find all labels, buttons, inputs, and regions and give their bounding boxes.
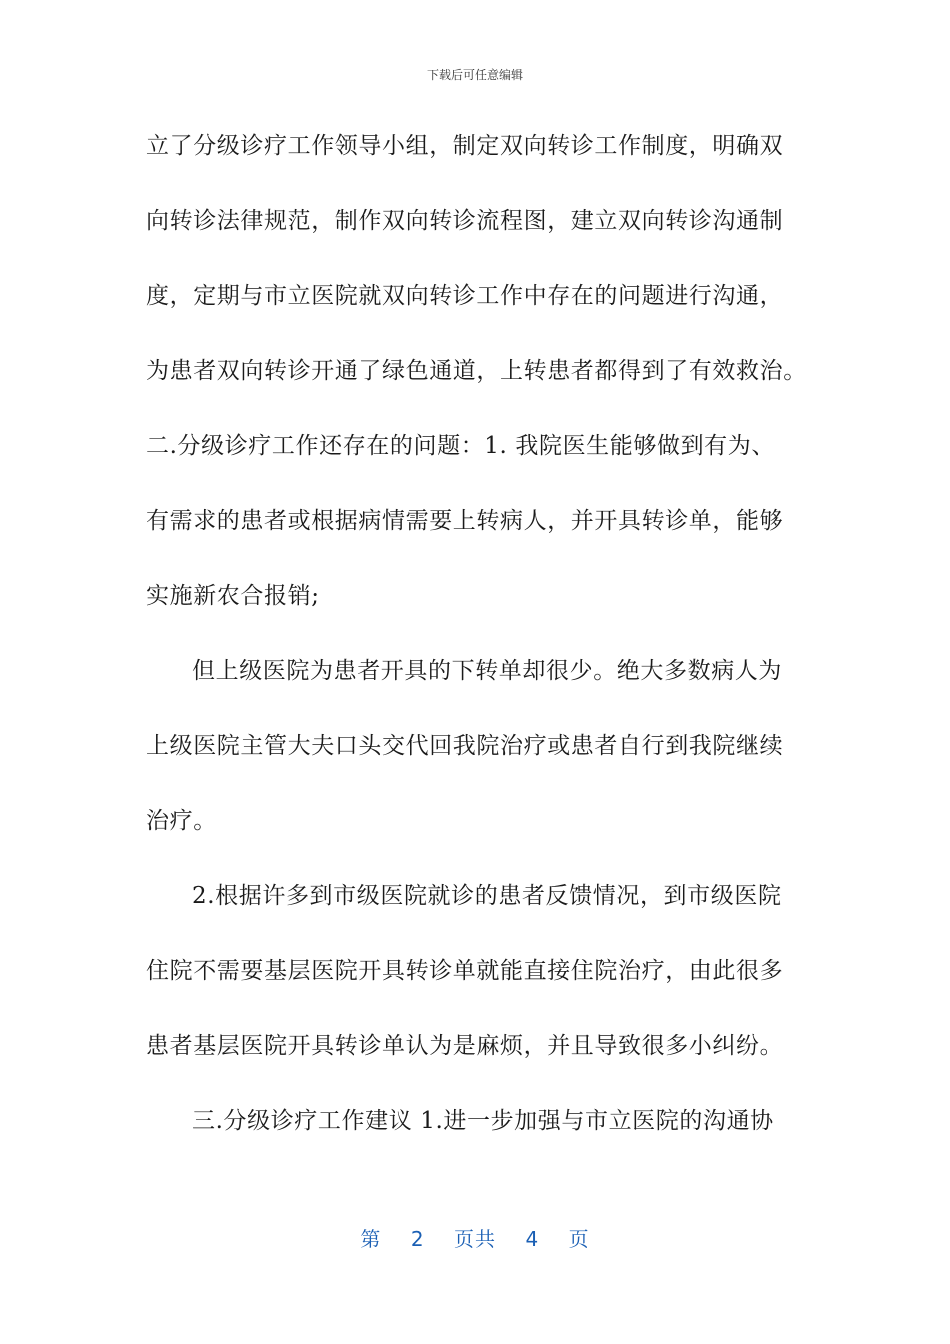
body-line-14: 三.分级诊疗工作建议 1.进一步加强与市立医院的沟通协 (192, 1108, 774, 1134)
page-label-prefix: 第 (360, 1227, 382, 1251)
page-label-middle: 页共 (454, 1227, 496, 1251)
current-page-number: 2 (410, 1227, 425, 1251)
body-line-13: 患者基层医院开具转诊单认为是麻烦，并且导致很多小纠纷。 (146, 1033, 784, 1059)
body-line-12: 住院不需要基层医院开具转诊单就能直接住院治疗，由此很多 (146, 958, 784, 984)
total-pages-number: 4 (525, 1227, 540, 1251)
body-line-2: 向转诊法律规范，制作双向转诊流程图，建立双向转诊沟通制 (146, 208, 784, 234)
page-label-suffix: 页 (568, 1227, 590, 1251)
body-line-4: 为患者双向转诊开通了绿色通道，上转患者都得到了有效救治。 (146, 358, 807, 384)
document-body (146, 124, 816, 1174)
body-line-11: 2.根据许多到市级医院就诊的患者反馈情况，到市级医院 (192, 883, 782, 909)
body-line-6: 有需求的患者或根据病情需要上转病人，并开具转诊单，能够 (146, 508, 784, 534)
body-line-9: 上级医院主管大夫口头交代回我院治疗或患者自行到我院继续 (146, 733, 784, 759)
body-line-5: 二.分级诊疗工作还存在的问题：1. 我院医生能够做到有为、 (146, 433, 775, 459)
body-line-1: 立了分级诊疗工作领导小组，制定双向转诊工作制度，明确双 (146, 133, 784, 159)
page-footer (0, 1226, 950, 1252)
body-line-8: 但上级医院为患者开具的下转单却很少。绝大多数病人为 (192, 658, 782, 684)
body-line-10: 治疗。 (146, 808, 217, 834)
body-line-3: 度，定期与市立医院就双向转诊工作中存在的问题进行沟通， (146, 283, 784, 309)
header-note: 下载后可任意编辑 (426, 68, 523, 82)
body-line-7: 实施新农合报销; (146, 583, 320, 609)
